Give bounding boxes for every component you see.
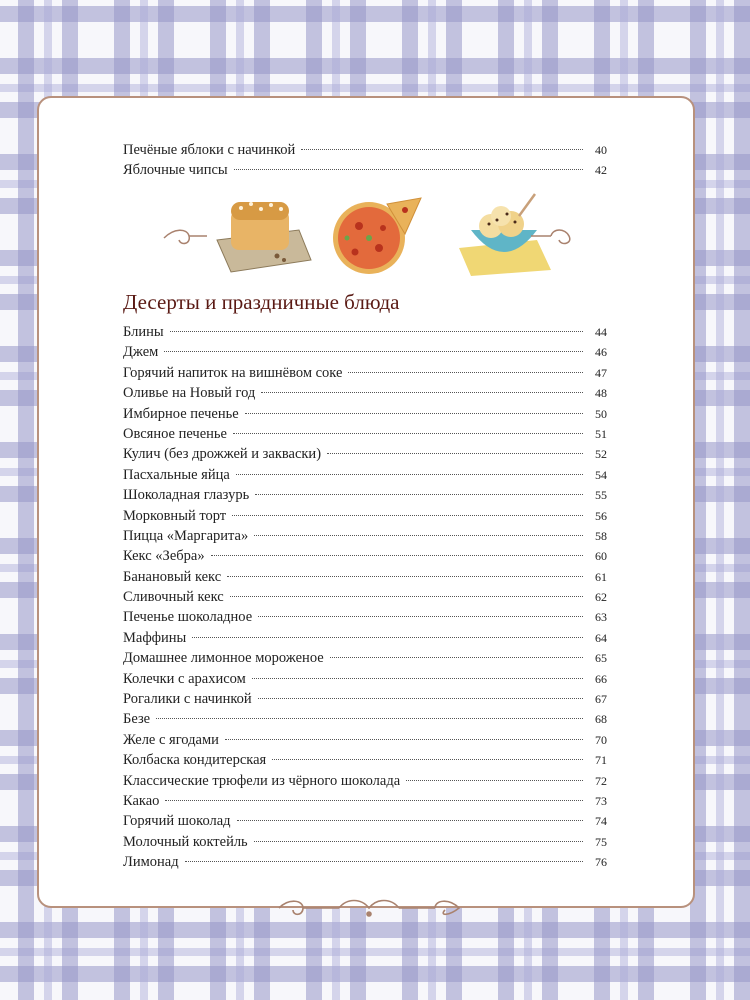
toc-leader-dots (237, 820, 583, 821)
toc-entry-page: 55 (595, 488, 607, 503)
toc-leader-dots (234, 169, 583, 170)
toc-entry-title: Печенье шоколадное (123, 609, 253, 626)
toc-leader-dots (301, 149, 583, 150)
toc-entry-page: 64 (595, 630, 607, 645)
toc-entry[interactable] (123, 383, 607, 403)
toc-entry[interactable] (123, 648, 607, 668)
toc-entry-title: Безе (123, 711, 151, 728)
toc-leader-dots (330, 657, 583, 658)
toc-entry-title: Джем (123, 344, 159, 361)
toc-entry-page: 56 (595, 508, 607, 523)
toc-leader-dots (348, 372, 583, 373)
toc-leader-dots (185, 861, 583, 862)
toc-entry-page: 40 (595, 143, 607, 157)
toc-card (37, 96, 695, 908)
food-illustrations (159, 190, 579, 280)
toc-entry-page: 75 (595, 834, 607, 849)
toc-entry[interactable] (123, 628, 607, 648)
toc-leader-dots (254, 535, 583, 536)
toc-entry-title: Имбирное печенье (123, 405, 239, 422)
toc-list-top (123, 140, 607, 181)
toc-entry[interactable] (123, 140, 607, 160)
toc-entry[interactable] (123, 832, 607, 852)
toc-entry-title: Оливье на Новый год (123, 385, 256, 402)
toc-leader-dots (230, 596, 583, 597)
toc-entry[interactable] (123, 322, 607, 342)
toc-leader-dots (192, 637, 583, 638)
section-title: Десерты и праздничные блюда (123, 290, 400, 314)
toc-leader-dots (227, 576, 583, 577)
toc-entry-title: Классические трюфели из чёрного шоколада (123, 772, 401, 789)
toc-entry-page: 48 (595, 386, 607, 401)
toc-entry[interactable] (123, 465, 607, 485)
toc-entry[interactable] (123, 709, 607, 729)
toc-entry-title: Колечки с арахисом (123, 670, 246, 687)
toc-entry-title: Пицца «Маргарита» (123, 527, 249, 544)
toc-leader-dots (164, 351, 583, 352)
toc-entry-title: Желе с ягодами (123, 731, 219, 748)
toc-entry-title: Рогалики с начинкой (123, 691, 252, 708)
toc-leader-dots (225, 739, 583, 740)
toc-entry-title: Сливочный кекс (123, 589, 224, 606)
toc-entry-title: Печёные яблоки с начинкой (123, 142, 296, 158)
toc-entry-title: Лимонад (123, 854, 179, 871)
toc-leader-dots (258, 616, 583, 617)
pizza-icon (333, 198, 421, 274)
toc-entry-page: 47 (595, 365, 607, 380)
toc-entry[interactable] (123, 363, 607, 383)
toc-entry-page: 71 (595, 753, 607, 768)
toc-entry-page: 46 (595, 345, 607, 360)
toc-entry[interactable] (123, 342, 607, 362)
toc-entry-page: 70 (595, 732, 607, 747)
toc-entry-page: 68 (595, 712, 607, 727)
toc-entry[interactable] (123, 771, 607, 791)
toc-list (123, 322, 607, 873)
toc-entry-title: Кулич (без дрожжей и закваски) (123, 446, 322, 463)
toc-entry-page: 65 (595, 651, 607, 666)
toc-entry-page: 44 (595, 325, 607, 339)
toc-leader-dots (236, 474, 583, 475)
toc-entry-page: 73 (595, 793, 607, 808)
toc-entry[interactable] (123, 404, 607, 424)
toc-entry[interactable] (123, 587, 607, 607)
toc-leader-dots (165, 800, 583, 801)
flourish-ornament-icon (269, 894, 469, 920)
toc-leader-dots (261, 392, 583, 393)
toc-entry-title: Какао (123, 792, 160, 809)
bread-loaf-icon (217, 202, 311, 272)
toc-entry-page: 50 (595, 406, 607, 421)
toc-leader-dots (156, 718, 583, 719)
toc-leader-dots (252, 678, 583, 679)
toc-entry[interactable] (123, 811, 607, 831)
toc-entry-page: 58 (595, 528, 607, 543)
toc-entry-title: Колбаска кондитерская (123, 752, 267, 769)
toc-leader-dots (232, 515, 583, 516)
toc-entry[interactable] (123, 607, 607, 627)
toc-entry[interactable] (123, 689, 607, 709)
toc-entry[interactable] (123, 791, 607, 811)
toc-leader-dots (327, 453, 583, 454)
toc-entry[interactable] (123, 546, 607, 566)
toc-leader-dots (211, 555, 583, 556)
toc-leader-dots (233, 433, 583, 434)
toc-leader-dots (170, 331, 583, 332)
toc-leader-dots (272, 759, 583, 760)
toc-leader-dots (406, 780, 583, 781)
toc-entry-title: Пасхальные яйца (123, 466, 230, 483)
toc-entry-page: 72 (595, 773, 607, 788)
toc-leader-dots (254, 841, 583, 842)
toc-entry-title: Домашнее лимонное мороженое (123, 650, 324, 667)
toc-entry-title: Молочный коктейль (123, 833, 248, 850)
toc-entry[interactable] (123, 424, 607, 444)
toc-entry-page: 52 (595, 447, 607, 462)
toc-entry-title: Горячий шоколад (123, 813, 231, 830)
toc-entry-page: 54 (595, 467, 607, 482)
toc-entry-page: 76 (595, 855, 607, 870)
toc-entry[interactable] (123, 669, 607, 689)
toc-entry[interactable] (123, 750, 607, 770)
toc-entry-title: Маффины (123, 629, 187, 646)
toc-entry-page: 63 (595, 610, 607, 625)
toc-entry-page: 51 (595, 426, 607, 441)
toc-entry[interactable] (123, 730, 607, 750)
toc-entry-title: Банановый кекс (123, 568, 222, 585)
toc-entry[interactable] (123, 526, 607, 546)
toc-entry[interactable] (123, 506, 607, 526)
swirl-ornament-left-icon (164, 230, 207, 243)
toc-entry-title: Шоколадная глазурь (123, 487, 250, 504)
toc-entry-title: Кекс «Зебра» (123, 548, 205, 565)
toc-leader-dots (258, 698, 583, 699)
toc-entry-title: Блины (123, 324, 164, 340)
toc-entry-page: 60 (595, 549, 607, 564)
toc-leader-dots (255, 494, 583, 495)
toc-entry-page: 66 (595, 671, 607, 686)
toc-entry[interactable] (123, 485, 607, 505)
toc-entry-page: 61 (595, 569, 607, 584)
toc-entry-title: Морковный торт (123, 507, 227, 524)
toc-leader-dots (245, 413, 583, 414)
toc-entry-title: Яблочные чипсы (123, 162, 228, 179)
toc-entry[interactable] (123, 160, 607, 180)
toc-entry-page: 42 (595, 163, 607, 178)
toc-entry-page: 67 (595, 692, 607, 707)
toc-entry[interactable] (123, 444, 607, 464)
toc-entry-title: Овсяное печенье (123, 425, 227, 442)
toc-entry[interactable] (123, 567, 607, 587)
toc-entry-page: 74 (595, 814, 607, 829)
toc-entry-page: 62 (595, 590, 607, 605)
toc-entry-title: Горячий напиток на вишнёвом соке (123, 364, 343, 381)
toc-entry[interactable] (123, 852, 607, 872)
ice-cream-bowl-icon (459, 194, 551, 276)
